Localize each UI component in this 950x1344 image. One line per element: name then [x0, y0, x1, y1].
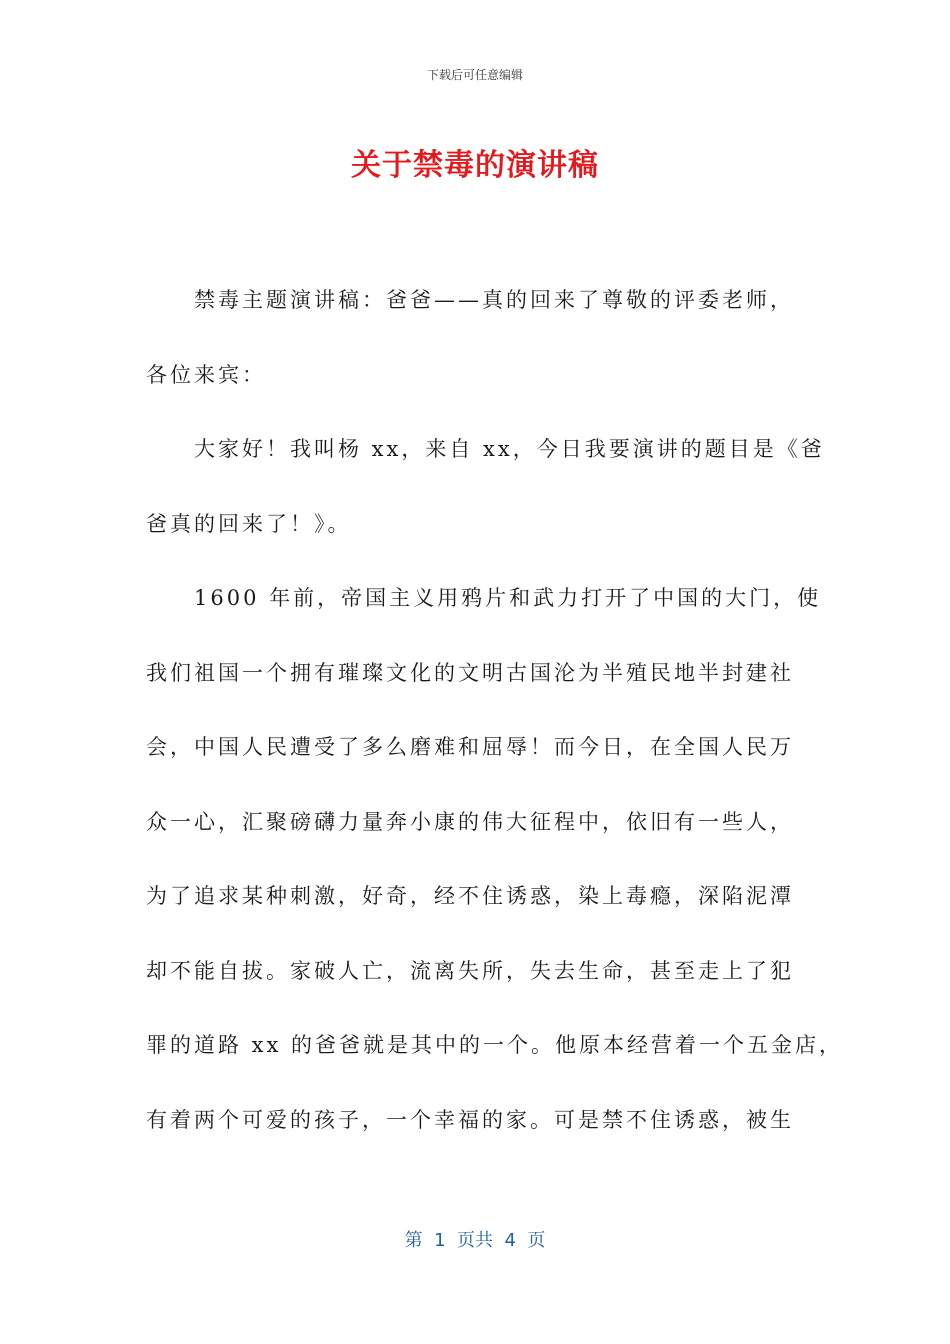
paragraph-line: 会，中国人民遭受了多么磨难和屈辱！而今日，在全国人民万: [146, 735, 794, 759]
paragraph-line: 禁毒主题演讲稿：爸爸——真的回来了尊敬的评委老师，: [194, 288, 794, 312]
paragraph-line: 罪的道路 xx 的爸爸就是其中的一个。他原本经营着一个五金店，: [146, 1033, 844, 1057]
paragraph-line: 各位来宾：: [146, 362, 266, 387]
paragraph-line: 大家好！我叫杨 xx，来自 xx，今日我要演讲的题目是《爸: [194, 437, 825, 461]
paragraph-line: 为了追求某种刺激，好奇，经不住诱惑，染上毒瘾，深陷泥潭: [146, 884, 794, 908]
header-note: 下载后可任意编辑: [426, 68, 523, 82]
document-body: [146, 276, 844, 1170]
paragraph-line: 爸真的回来了！》。: [146, 511, 352, 536]
document-title: 关于禁毒的演讲稿: [351, 148, 599, 183]
paragraph-line: 有着两个可爱的孩子，一个幸福的家。可是禁不住诱惑，被生: [146, 1107, 794, 1132]
paragraph-line: 1600 年前，帝国主义用鸦片和武力打开了中国的大门，使: [194, 586, 822, 610]
paragraph-line: 却不能自拔。家破人亡，流离失所，失去生命，甚至走上了犯: [146, 958, 794, 983]
page-number-footer: 第 1 页共 4 页: [404, 1230, 546, 1251]
paragraph-line: 众一心，汇聚磅礴力量奔小康的伟大征程中，依旧有一些人，: [146, 809, 794, 834]
paragraph-line: 我们祖国一个拥有璀璨文化的文明古国沦为半殖民地半封建社: [146, 660, 794, 685]
